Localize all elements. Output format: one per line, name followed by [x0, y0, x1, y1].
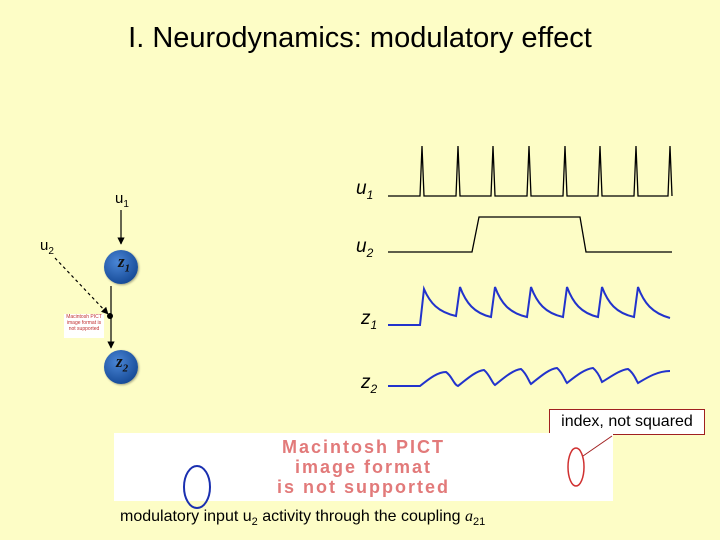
pict-line-2: image format	[294, 457, 433, 477]
mini-pict-placeholder: Macintosh PICT image format is not supported	[64, 314, 104, 338]
signal-z2-label: $z_2$	[361, 372, 378, 396]
index-callout: index, not squared	[549, 409, 705, 435]
signal-u1-label: $u_1$	[356, 178, 374, 202]
signal-z1-label: $z_1$	[361, 308, 378, 332]
input-u1-label: $u_1$	[115, 190, 129, 210]
node-z1-label: $z_1$	[118, 252, 131, 275]
callout-pointer	[583, 436, 612, 456]
input-u2-label: $u_2$	[40, 237, 54, 257]
caption-text: modulatory input $u_2$ activity through the coupling $a_{21}$	[120, 508, 486, 529]
coupling-index-highlight-oval	[568, 448, 584, 486]
slide-title: I. Neurodynamics: modulatory effect	[128, 22, 592, 54]
pict-line-1: Macintosh PICT	[281, 437, 445, 457]
subscript-highlight-oval	[184, 466, 210, 508]
signal-u2-label: $u_2$	[356, 236, 374, 260]
node-z2-label: $z_2$	[116, 352, 129, 375]
pict-line-3: is not supported	[277, 477, 450, 497]
